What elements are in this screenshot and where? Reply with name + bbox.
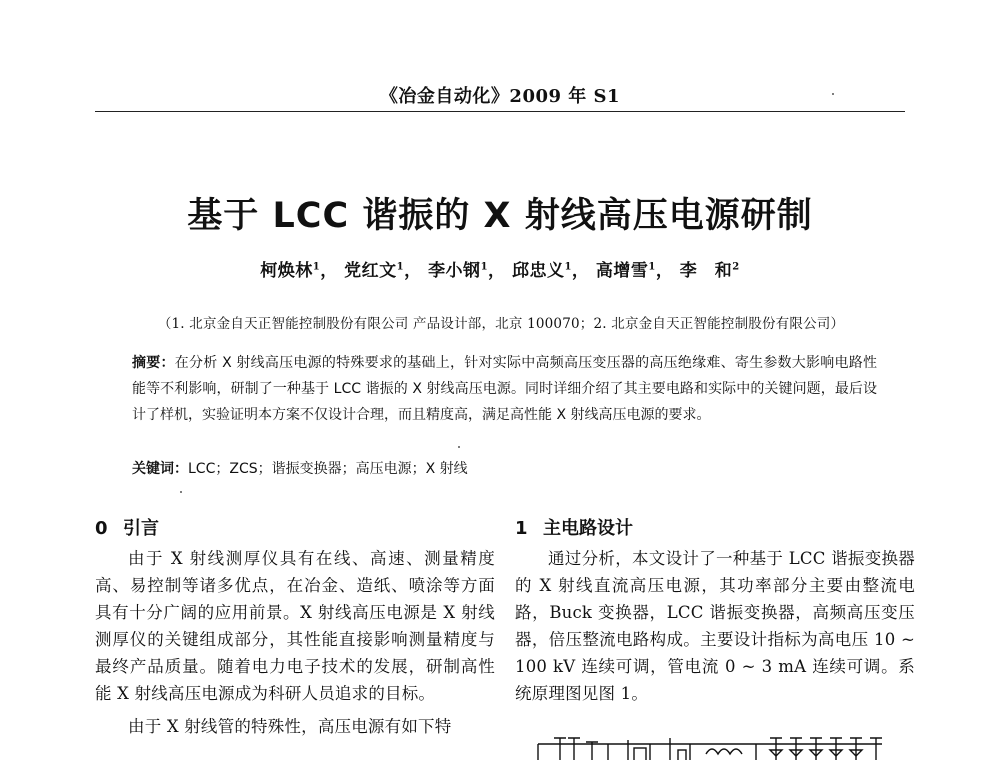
- circuit-schematic-figure: [530, 728, 890, 760]
- section-number: 1: [515, 518, 528, 539]
- author-name: 党红文: [344, 261, 397, 281]
- author-affiliation-mark: 1: [564, 261, 572, 273]
- header-rule: [95, 111, 905, 112]
- author-5: [596, 261, 673, 281]
- running-header: 《冶金自动化》2009 年 S1: [379, 86, 621, 107]
- right-column: [515, 515, 915, 707]
- scan-speck: [180, 491, 182, 493]
- author-affiliation-mark: 1: [312, 261, 321, 273]
- author-separator: ，: [655, 261, 674, 281]
- keywords: [132, 458, 877, 478]
- author-separator: ，: [404, 261, 422, 281]
- abstract-text: 在分析 X 射线高压电源的特殊要求的基础上，针对实际中高频高压变压器的高压绝缘难、寄生参数大影响电路性能等不利影响，研制了一种基于 LCC 谐振的 X 射线高压电源。同时详细介绍了其主要电路和实际中的关键问题，最后设计了样机，实验证明本方案不仅设计合理，而且精度高，满足高性能 X 射线高压电源的要求。: [132, 355, 878, 423]
- author-6: [680, 261, 740, 281]
- author-name: 高增雪: [595, 261, 649, 281]
- scan-speck: [832, 93, 834, 95]
- section-heading-introduction: [95, 515, 495, 543]
- abstract: [132, 350, 877, 428]
- keywords-label: 关键词：: [132, 461, 188, 477]
- author-separator: ，: [488, 261, 506, 281]
- scan-speck: [458, 446, 460, 448]
- paragraph: 由于 X 射线管的特殊性，高压电源有如下特: [128, 717, 452, 736]
- author-separator: ，: [571, 261, 590, 281]
- paper-title: 基于 LCC 谐振的 X 射线高压电源研制: [187, 196, 813, 236]
- author-name: 邱忠义: [511, 261, 565, 281]
- author-4: [512, 261, 589, 281]
- author-name: 李 和: [679, 261, 733, 281]
- author-affiliation-mark: 1: [480, 261, 489, 273]
- author-affiliation-mark: 1: [396, 261, 405, 273]
- author-name: 李小钢: [428, 261, 481, 281]
- author-list: [0, 256, 1000, 281]
- section-number: 0: [95, 518, 108, 539]
- section-heading-main-circuit: [515, 515, 915, 543]
- affiliation: （1. 北京金自天正智能控制股份有限公司 产品设计部，北京 100070；2. 北京金自天正智能控制股份有限公司）: [157, 316, 845, 332]
- author-affiliation-mark: 2: [732, 261, 740, 273]
- paragraph: 通过分析，本文设计了一种基于 LCC 谐振变换器的 X 射线直流高压电源，其功率部分主要由整流电路，Buck 变换器，LCC 谐振变换器，高频高压变压器，倍压整流电路构成。主要设计指标为高电压 10 ~ 100 kV 连续可调，管电流 0 ~ 3 mA 连续可调。系统原理图见图 1。: [515, 549, 915, 703]
- author-name: 柯焕林: [260, 261, 313, 281]
- author-1: [260, 261, 337, 281]
- section-title: 主电路设计: [543, 518, 633, 539]
- author-affiliation-mark: 1: [648, 261, 656, 273]
- left-column: [95, 515, 495, 740]
- author-3: [428, 261, 505, 281]
- author-separator: ，: [320, 261, 338, 281]
- author-2: [344, 261, 421, 281]
- paragraph: 由于 X 射线测厚仪具有在线、高速、测量精度高、易控制等诸多优点，在冶金、造纸、喷涂等方面具有十分广阔的应用前景。X 射线高压电源是 X 射线测厚仪的关键组成部分，其性能直接影响测量精度与最终产品质量。随着电力电子技术的发展，研制高性能 X 射线高压电源成为科研人员追求的目标。: [95, 549, 495, 703]
- keywords-text: LCC；ZCS；谐振变换器；高压电源；X 射线: [188, 461, 468, 477]
- section-title: 引言: [123, 518, 159, 539]
- abstract-label: 摘要：: [132, 355, 175, 371]
